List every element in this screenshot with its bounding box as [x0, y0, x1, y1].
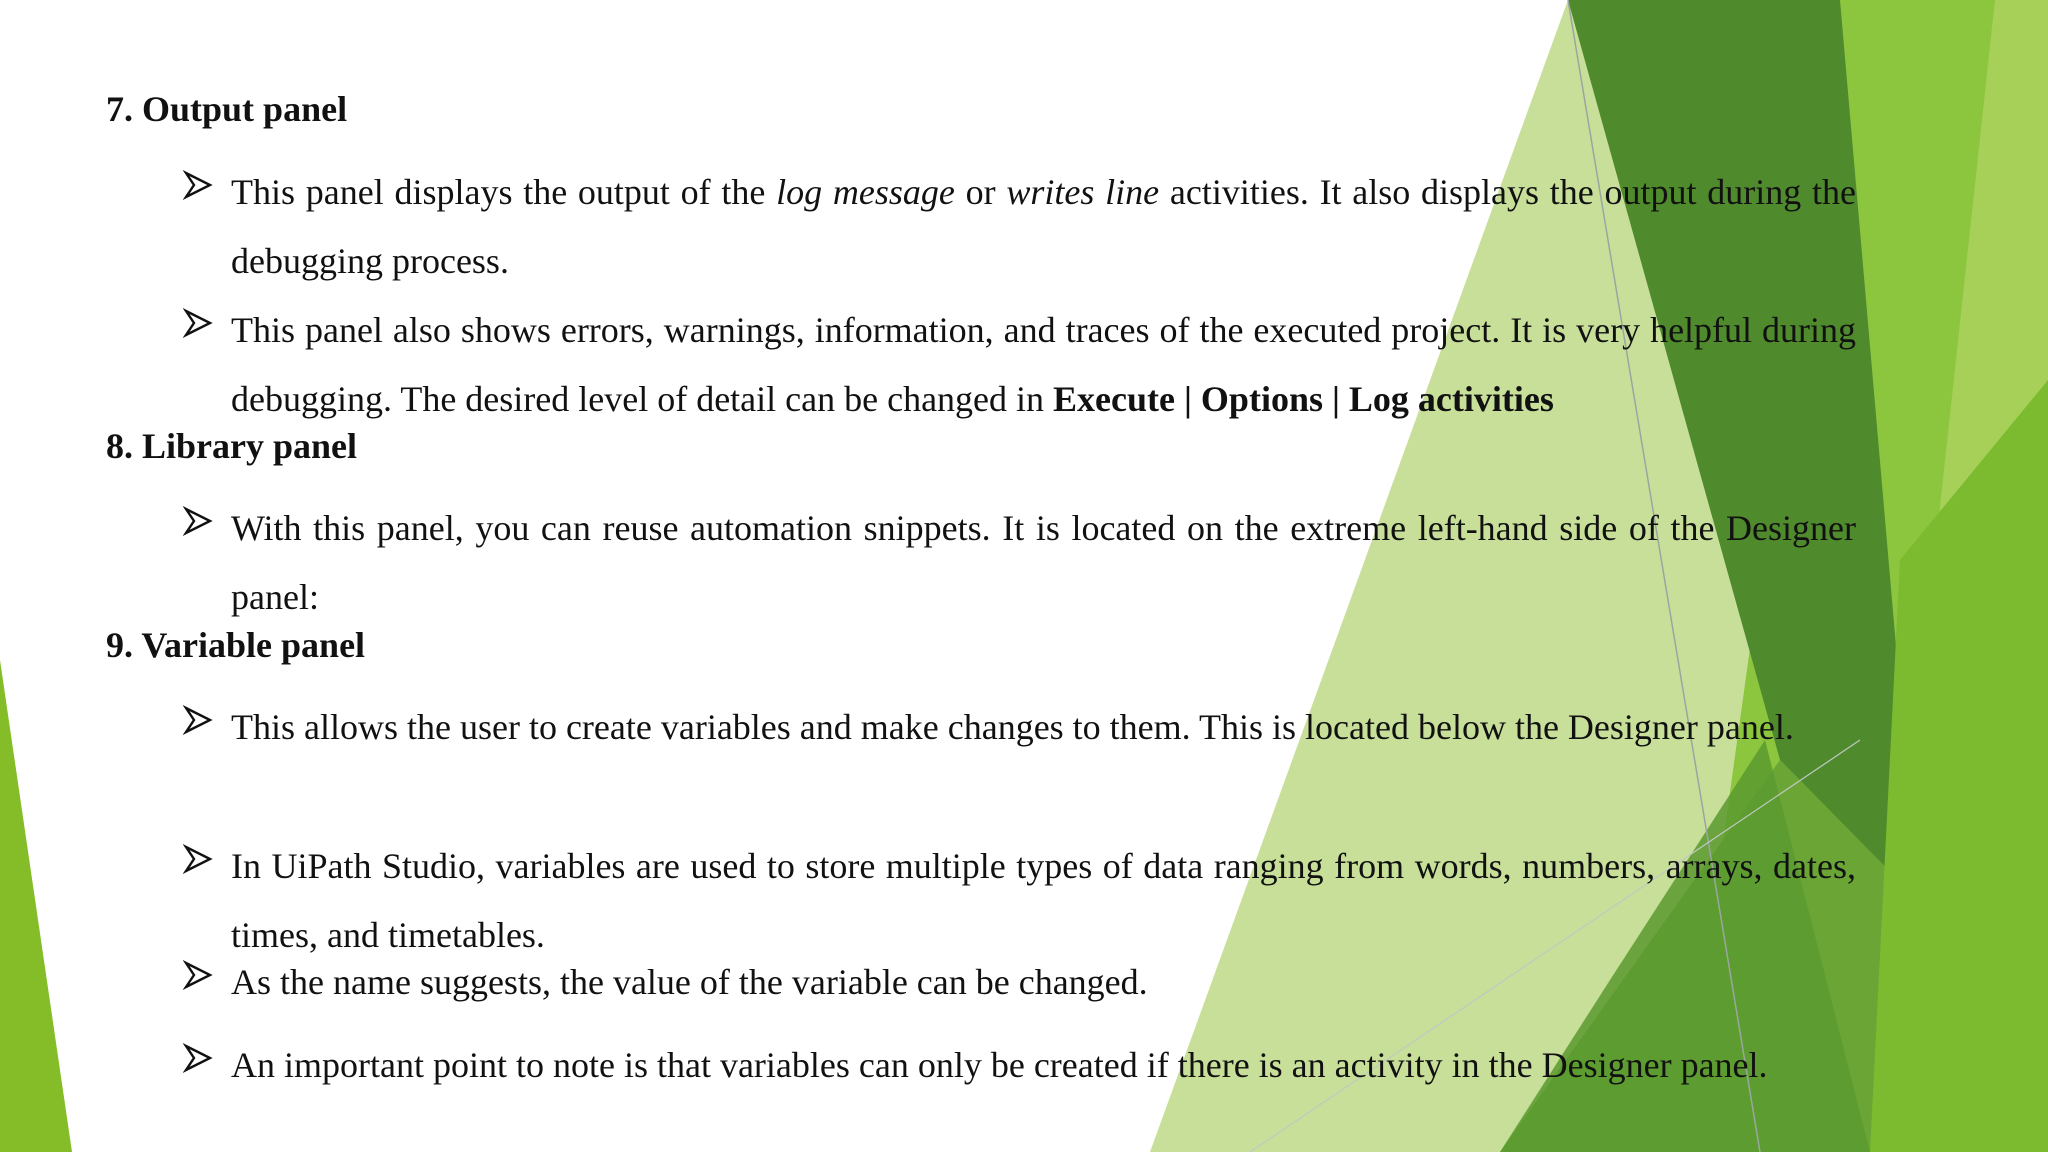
section-heading-library-panel: 8. Library panel: [106, 426, 358, 466]
arrowhead-bullet-icon: [183, 506, 213, 536]
section-heading-output-panel: 7. Output panel: [106, 89, 348, 129]
bullet-variable-types: In UiPath Studio, variables are used to store multiple types of data ranging from words, numbers, arrays, dates, times, and timetables.: [231, 846, 1856, 955]
bullet-library-panel-description: With this panel, you can reuse automation snippets. It is located on the extreme left-hand side of the Designer panel:: [231, 508, 1856, 617]
bullet-variable-panel-description: This allows the user to create variables and make changes to them. This is located below the Designer panel.: [231, 707, 1794, 747]
arrowhead-bullet-icon: [183, 170, 213, 200]
arrowhead-bullet-icon: [183, 1043, 213, 1073]
bullet-output-panel-errors: This panel also shows errors, warnings, information, and traces of the executed project. It is very helpful during debugging. The desired level of detail can be changed in Execute | Options | Log activities: [231, 310, 1856, 419]
arrowhead-bullet-icon: [183, 844, 213, 874]
left-edge-green-wedge: [0, 660, 72, 1152]
arrowhead-bullet-icon: [183, 308, 213, 338]
bullet-variable-changeable: As the name suggests, the value of the variable can be changed.: [231, 962, 1148, 1002]
bullet-variable-creation-note: An important point to note is that variables can only be created if there is an activity in the Designer panel.: [231, 1045, 1768, 1085]
section-heading-variable-panel: 9. Variable panel: [106, 625, 366, 665]
arrowhead-bullet-icon: [183, 960, 213, 990]
arrowhead-bullet-icon: [183, 705, 213, 735]
bullet-output-panel-description: This panel displays the output of the log message or writes line activities. It also displays the output during the debugging process.: [231, 172, 1856, 281]
